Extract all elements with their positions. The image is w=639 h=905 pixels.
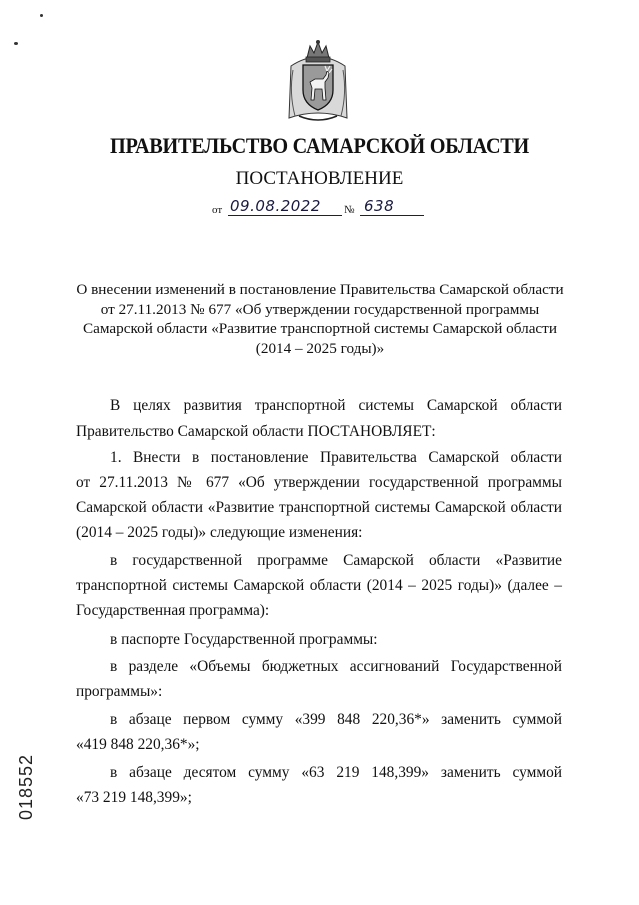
body-line: в паспорте Государственной программы: (110, 631, 378, 648)
body-line: Правительство Самарской области ПОСТАНОВЛЯЕТ: (76, 423, 436, 440)
scan-speck (14, 42, 18, 45)
subject-line: О внесении изменений в постановление Правительства Самарской области (76, 281, 564, 298)
body-line: в государственной программе Самарской области «Развитие (110, 552, 562, 569)
body-line: транспортной системы Самарской области (2014 – 2025 годы)» (далее – (76, 577, 562, 594)
date-value: 09.08.2022 (230, 197, 321, 215)
body-line: в разделе «Объемы бюджетных ассигнований Государственной (110, 658, 562, 675)
body-line: В целях развития транспортной системы Самарской области (110, 397, 562, 414)
body-line: «73 219 148,399»; (76, 789, 192, 806)
number-value: 638 (364, 197, 395, 215)
body-line: Самарской области «Развитие транспортной системы Самарской области (76, 499, 562, 516)
body-line: в абзаце первом сумму «399 848 220,36*» заменить суммой (110, 711, 562, 728)
date-number-line (212, 197, 427, 219)
number-sign: № (344, 204, 355, 216)
body-line: от 27.11.2013 № 677 «Об утверждении государственной программы (76, 474, 562, 491)
coat-of-arms-icon (285, 38, 351, 124)
scan-speck (40, 14, 43, 17)
number-underline (360, 215, 424, 216)
date-prefix: от (212, 204, 223, 216)
body-line: программы»: (76, 683, 163, 700)
body-line: 1. Внести в постановление Правительства Самарской области (110, 449, 562, 466)
document-type: ПОСТАНОВЛЕНИЕ (235, 168, 404, 189)
subject-line: (2014 – 2025 годы)» (255, 339, 385, 357)
body-line: в абзаце десятом сумму «63 219 148,399» заменить суммой (110, 764, 562, 781)
serial-number: 018552 (16, 753, 36, 820)
date-underline (228, 215, 342, 216)
body-line: Государственная программа): (76, 602, 270, 619)
body-line: «419 848 220,36*»; (76, 736, 200, 753)
subject-line: Самарской области «Развитие транспортной системы Самарской области (83, 320, 557, 337)
document-subject (60, 280, 580, 358)
government-title: ПРАВИТЕЛЬСТВО САМАРСКОЙ ОБЛАСТИ (109, 133, 530, 158)
subject-line: от 27.11.2013 № 677 «Об утверждении государственной программы (100, 300, 540, 318)
body-line: (2014 – 2025 годы)» следующие изменения: (76, 524, 363, 541)
